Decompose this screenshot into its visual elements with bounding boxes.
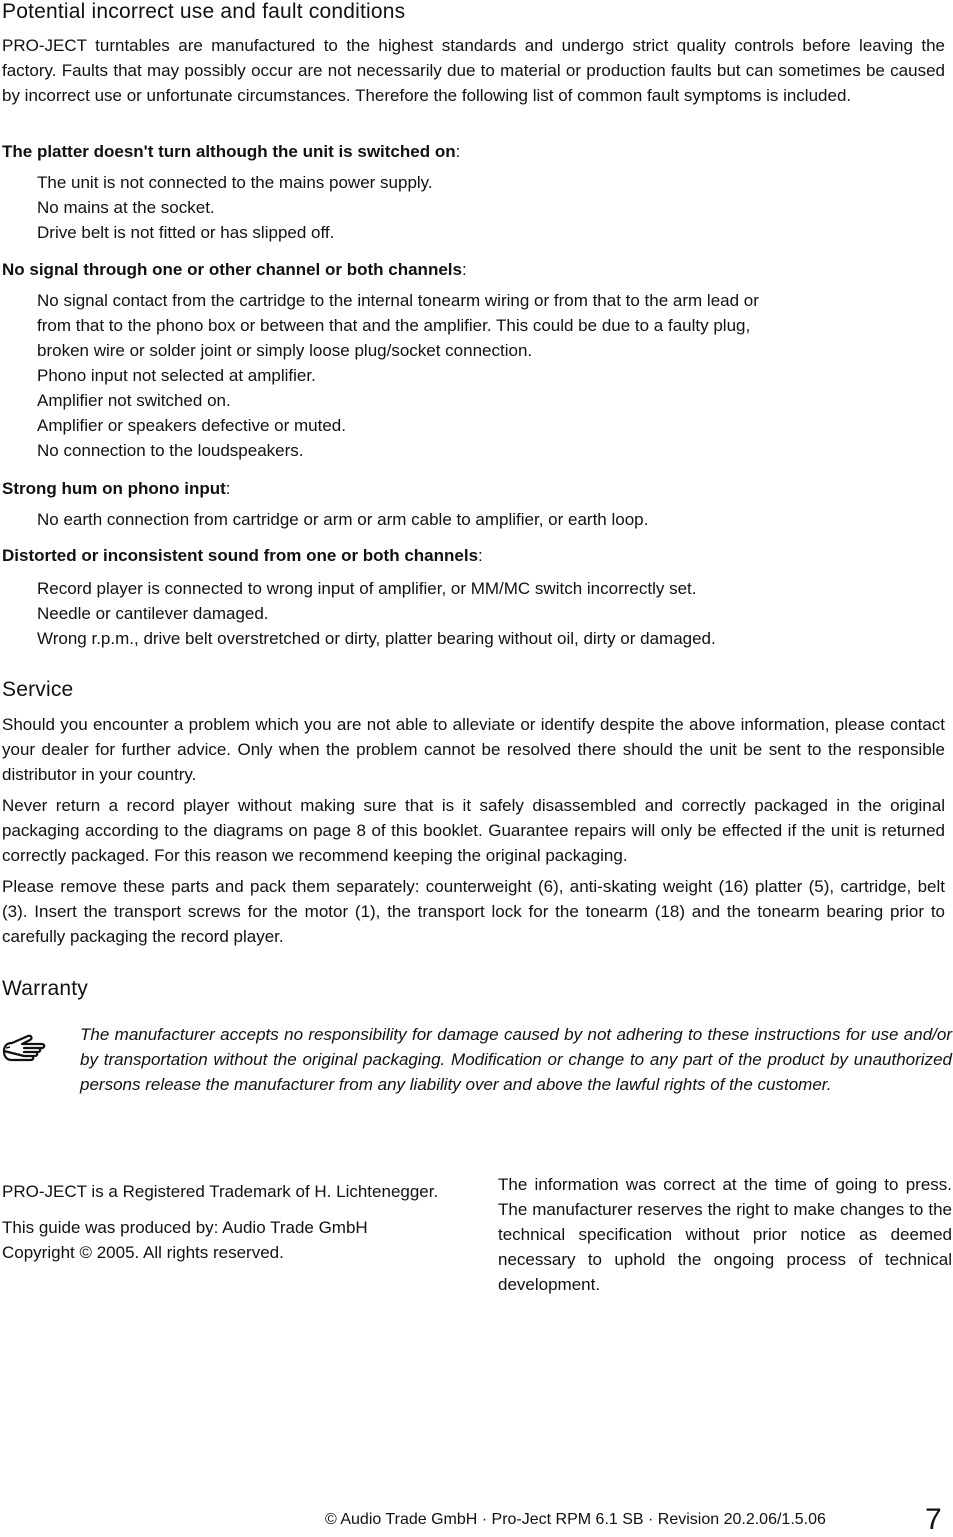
produced-by: This guide was produced by: Audio Trade GmbH xyxy=(2,1218,368,1237)
faults-intro: PRO-JECT turntables are manufactured to the highest standards and undergo strict quality controls before leaving the factory. Faults that may possibly occur are not necessarily due to material or production faults but can sometimes be caused by incorrect use or unfortunate circumstances. Therefore the following list of common fault symptoms is included. xyxy=(2,36,945,105)
list-item: No connection to the loudspeakers. xyxy=(37,441,304,460)
heading-colon: : xyxy=(455,142,461,161)
fault-list-platter xyxy=(37,170,433,245)
list-item: No signal contact from the cartridge to the internal tonearm wiring or from that to the arm lead or xyxy=(37,291,759,310)
fault-heading-platter xyxy=(2,139,460,164)
heading-colon: : xyxy=(461,260,467,279)
revision-footer: © Audio Trade GmbH · Pro-Ject RPM 6.1 SB · Revision 20.2.06/1.5.06 xyxy=(325,1511,826,1528)
fault-heading-distorted xyxy=(2,543,483,568)
list-item: No mains at the socket. xyxy=(37,198,215,217)
service-paragraph: Never return a record player without making sure that is it safely disassembled and correctly packaged in the original packaging according to the diagrams on page 8 of this booklet. Guarantee repairs will only be effected if the unit is returned correctly packaged. For this reason we recommend keeping the original packaging. xyxy=(2,796,945,865)
list-item: from that to the phono box or between that and the amplifier. This could be due to a faulty plug, xyxy=(37,316,751,335)
copyright-note: Copyright © 2005. All rights reserved. xyxy=(2,1243,284,1262)
fault-list-hum xyxy=(37,507,648,532)
service-paragraph: Please remove these parts and pack them separately: counterweight (6), anti-skating weight (16) platter (5), cartridge, belt (3). Insert the transport screws for the motor (1), the transport lock for the tonearm (18) and the tonearm bearing prior to carefully packaging the record player. xyxy=(2,877,945,946)
list-item: Needle or cantilever damaged. xyxy=(37,604,269,623)
list-item: Phono input not selected at amplifier. xyxy=(37,366,316,385)
list-item: Wrong r.p.m., drive belt overstretched or dirty, platter bearing without oil, dirty or damaged. xyxy=(37,629,716,648)
fault-heading-hum xyxy=(2,476,231,501)
page-number: 7 xyxy=(925,1503,942,1536)
fault-heading-text: Strong hum on phono input xyxy=(2,479,226,498)
heading-colon: : xyxy=(478,546,483,565)
fault-list-distorted xyxy=(37,576,716,651)
list-item: The unit is not connected to the mains power supply. xyxy=(37,173,433,192)
list-item: Amplifier not switched on. xyxy=(37,391,231,410)
service-title: Service xyxy=(2,678,74,701)
faults-title: Potential incorrect use and fault conditions xyxy=(2,0,406,23)
fault-list-no-signal xyxy=(37,288,759,463)
warranty-title: Warranty xyxy=(2,977,88,1000)
service-paragraph: Should you encounter a problem which you are not able to alleviate or identify despite the above information, please contact your dealer for further advice. Only when the problem cannot be resolved there should the unit be sent to the responsible distributor in your country. xyxy=(2,715,945,784)
list-item: Amplifier or speakers defective or muted. xyxy=(37,416,346,435)
disclaimer-text: The information was correct at the time of going to press. The manufacturer reserves the right to make changes to the technical specification without prior notice as deemed necessary to uphold the ongoing process of technical development. xyxy=(498,1175,952,1294)
list-item: Record player is connected to wrong input of amplifier, or MM/MC switch incorrectly set. xyxy=(37,579,697,598)
trademark-note: PRO-JECT is a Registered Trademark of H. Lichtenegger. xyxy=(2,1182,439,1201)
fault-heading-text: Distorted or inconsistent sound from one or both channels xyxy=(2,546,479,565)
fault-heading-text: No signal through one or other channel or both channels xyxy=(2,260,462,279)
fault-heading-no-signal xyxy=(2,257,467,282)
warranty-notice: The manufacturer accepts no responsibility for damage caused by not adhering to these instructions for use and/or by transportation without the original packaging. Modification or change to any part of the product by unauthorized persons release the manufacturer from any liability over and above the lawful rights of the customer. xyxy=(80,1025,952,1094)
list-item: Drive belt is not fitted or has slipped off. xyxy=(37,223,335,242)
list-item: broken wire or solder joint or simply loose plug/socket connection. xyxy=(37,341,533,360)
heading-colon: : xyxy=(225,479,231,498)
list-item: No earth connection from cartridge or arm or arm cable to amplifier, or earth loop. xyxy=(37,510,649,529)
fault-heading-text: The platter doesn't turn although the unit is switched on xyxy=(2,142,456,161)
pointing-hand-icon xyxy=(2,1033,48,1063)
